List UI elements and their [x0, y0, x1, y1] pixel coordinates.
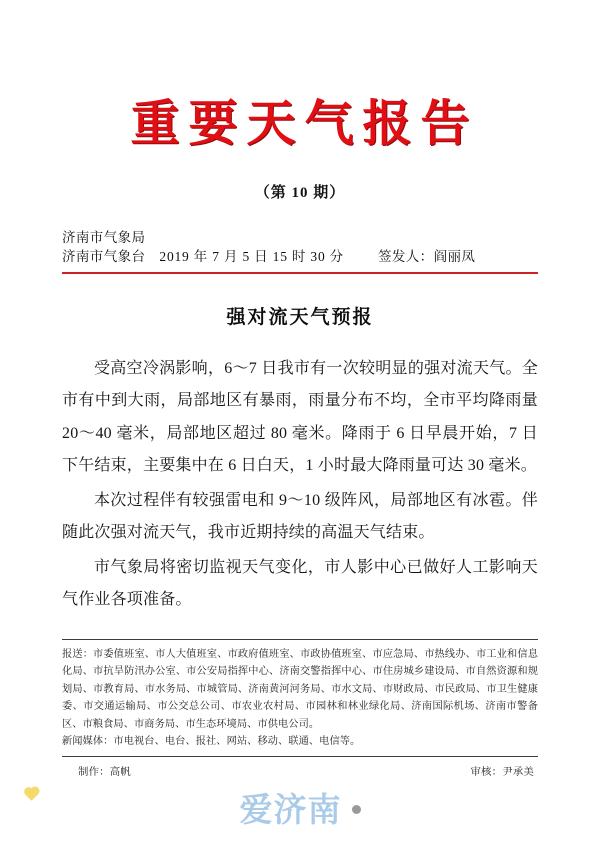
- page-title: 重要天气报告: [130, 94, 479, 152]
- distribution-media: 新闻媒体：市电视台、电台、报社、网站、移动、联通、电信等。: [62, 736, 361, 748]
- watermark-logo: [0, 790, 600, 829]
- body-paragraph-3: 市气象局将密切监视天气变化，市人影中心已做好人工影响天气作业各项准备。: [62, 558, 538, 609]
- signer-name: 签发人：阎丽凤: [377, 249, 476, 265]
- distribution-recipients: 报送：市委值班室、市人大值班室、市政府值班室、市政协值班室、市应急局、市热线办、市工业和信息化局、市抗旱防汛办公室、市公安局指挥中心、济南交警指挥中心、市住房城乡建设局、市自然资源和规划局、市教育局、市水务局、市城管局、济南黄河河务局、市水文局、市财政局、市民政局、市卫生健康委、市交通运输局、市公交总公司、市农业农村局、市园林和林业绿化局、济南国际机场、济南市警备区、市粮食局、市商务局、市生态环境局、市供电公司。: [62, 648, 538, 730]
- heart-icon: [25, 788, 38, 801]
- masthead: [62, 0, 538, 202]
- footer-producer: 制作：高帆: [78, 767, 131, 779]
- dot-icon: [352, 805, 361, 814]
- footer-row: [62, 757, 538, 778]
- watermark-brand-text: 爱济南: [239, 790, 342, 829]
- issuer-block: [62, 228, 538, 267]
- issue-datetime: 2019 年 7 月 5 日 15 时 30 分: [159, 249, 344, 265]
- red-divider: [62, 272, 538, 274]
- distribution-block: [62, 640, 538, 751]
- footer-reviewer: 审核：尹承美: [470, 767, 534, 779]
- issue-number: （第 10 期）: [254, 184, 346, 201]
- issuing-observatory: 济南市气象台: [62, 249, 146, 265]
- body-paragraph-1: 受高空冷涡影响，6～7 日我市有一次较明显的强对流天气。全市有中到大雨，局部地区有暴雨，雨量分布不均，全市平均降雨量 20～40 毫米，局部地区超过 80 毫米。降雨于 6 日早晨开始，7 日下午结束，主要集中在 6 日白天，1 小时最大降雨量可达 30 毫米。: [62, 360, 538, 475]
- issuing-bureau: 济南市气象局: [62, 229, 146, 245]
- body-paragraph-2: 本次过程伴有较强雷电和 9～10 级阵风，局部地区有冰雹。伴随此次强对流天气，我市近期持续的高温天气结束。: [62, 491, 538, 542]
- issuer-detail-line: [62, 247, 538, 267]
- section-title: 强对流天气预报: [226, 306, 374, 328]
- body-copy: [62, 353, 538, 617]
